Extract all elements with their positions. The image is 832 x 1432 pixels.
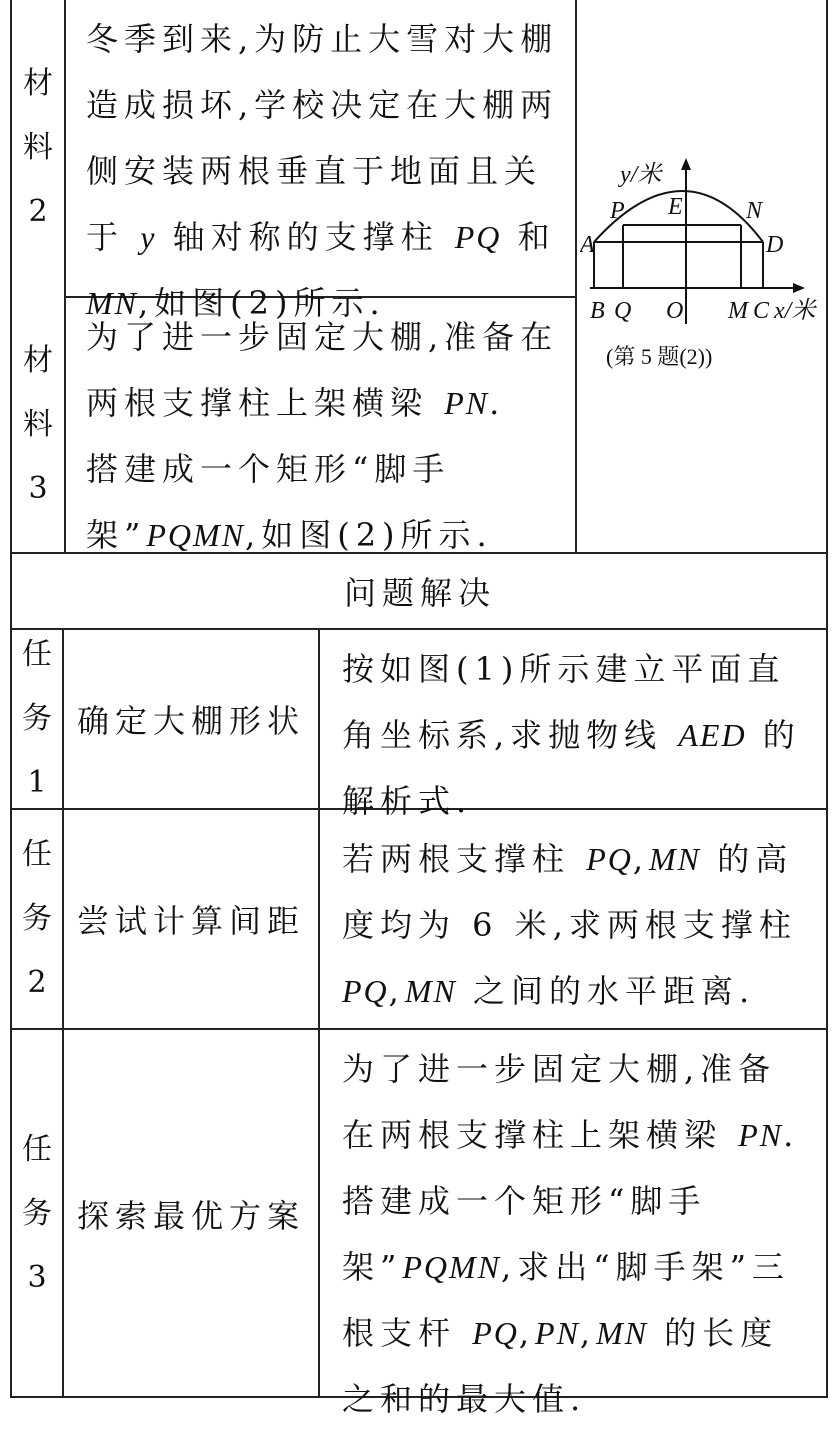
task-2-name: 尝试计算间距 xyxy=(76,902,305,940)
material-2-paragraph xyxy=(86,6,559,322)
math-symbol: PQ xyxy=(472,1315,519,1351)
text-run: 的长度之和的最大值. xyxy=(342,1314,779,1418)
math-symbol: PN xyxy=(738,1117,784,1153)
text-run: 为了进一步固定大棚,准备在两根支撑柱上架横梁 xyxy=(342,1050,777,1154)
task-3-text xyxy=(320,1030,828,1418)
text-run: 和 xyxy=(501,218,556,256)
math-symbol: y xyxy=(140,219,157,255)
y-arrow-icon xyxy=(681,158,691,170)
math-symbol: PQMN xyxy=(146,517,246,553)
problem-table xyxy=(10,0,828,1418)
label-char: 务 xyxy=(22,1196,52,1231)
point-c-label: C xyxy=(753,298,770,324)
label-char: 料 xyxy=(23,130,53,165)
math-symbol: PQ xyxy=(342,973,389,1009)
math-symbol: PQMN xyxy=(402,1249,502,1285)
text-run: . 搭建成一个矩形“脚手架” xyxy=(86,384,506,554)
task-2-text xyxy=(320,810,828,1028)
task-2-label xyxy=(12,810,62,1028)
text-run: 若两根支撑柱 xyxy=(342,840,587,878)
math-symbol: PN xyxy=(444,385,490,421)
task-3-label xyxy=(12,1030,62,1398)
text-run: ,求出“脚手架”三根支杆 xyxy=(342,1248,790,1352)
text-run: 为了进一步固定大棚,准备在两根支撑柱上架横梁 xyxy=(86,318,559,422)
point-p-label: P xyxy=(610,198,625,224)
point-m-label: M xyxy=(728,298,748,324)
y-axis-label: y/米 xyxy=(620,162,662,188)
math-symbol: MN xyxy=(404,973,457,1009)
task-2-paragraph xyxy=(342,826,812,1028)
figure-cell xyxy=(577,0,828,552)
point-b-label: B xyxy=(590,298,605,324)
section-header: 问题解决 xyxy=(343,574,496,612)
material-2-text xyxy=(66,0,575,322)
point-e-label: E xyxy=(668,194,683,220)
origin-label: O xyxy=(666,298,684,324)
label-char: 1 xyxy=(27,765,47,800)
math-symbol: MN xyxy=(649,841,702,877)
label-char: 2 xyxy=(27,965,47,1000)
task-1-name: 确定大棚形状 xyxy=(76,702,305,740)
text-run: 按如图(1)所示建立平面直角坐标系,求抛物线 xyxy=(342,650,786,754)
math-symbol: PQ xyxy=(586,841,633,877)
figure-caption: (第 5 题(2)) xyxy=(606,344,713,369)
text-run: 的高度均为 6 米,求两根支撑柱 xyxy=(342,840,797,944)
greenhouse-diagram xyxy=(580,146,825,406)
x-axis-label: x/米 xyxy=(774,298,816,324)
label-char: 任 xyxy=(22,637,52,672)
task-1-paragraph xyxy=(342,636,812,820)
text-run: ,如图(2)所示. xyxy=(245,516,493,554)
material-2-label xyxy=(12,0,64,296)
x-arrow-icon xyxy=(793,283,805,293)
point-q-label: Q xyxy=(614,298,632,324)
label-char: 3 xyxy=(27,1260,47,1295)
text-run: , xyxy=(518,1314,536,1352)
task-1-label xyxy=(12,630,62,808)
material-3-paragraph xyxy=(86,304,559,552)
text-run: 的解析式. xyxy=(342,716,801,820)
label-char: 务 xyxy=(22,901,52,936)
text-run: 之间的水平距离. xyxy=(456,972,756,1010)
text-run: . 搭建成一个矩形“脚手架” xyxy=(342,1116,800,1286)
text-run: , xyxy=(632,840,650,878)
label-char: 材 xyxy=(23,343,53,378)
text-run: , xyxy=(579,1314,597,1352)
text-run: 轴对称的支撑柱 xyxy=(156,218,455,256)
point-n-label: N xyxy=(746,198,763,224)
label-char: 任 xyxy=(22,837,52,872)
task-3-paragraph xyxy=(342,1036,812,1418)
label-char: 任 xyxy=(22,1132,52,1167)
task-1-text xyxy=(320,630,828,820)
label-char: 2 xyxy=(28,194,48,229)
text-run: ,如图(2)所示. xyxy=(138,284,386,322)
math-symbol: MN xyxy=(596,1315,649,1351)
material-3-label xyxy=(12,298,64,552)
math-symbol: PQ xyxy=(454,219,502,255)
text-run: , xyxy=(388,972,405,1010)
label-char: 3 xyxy=(28,471,48,506)
point-a-label: A xyxy=(580,232,595,258)
task-3-name: 探索最优方案 xyxy=(76,1197,305,1235)
material-3-text xyxy=(66,298,575,552)
text-run: 冬季到来,为防止大雪对大棚造成损坏,学校决定在大棚两侧安装两根垂直于地面且关于 xyxy=(86,20,559,256)
math-symbol: AED xyxy=(678,717,747,753)
point-d-label: D xyxy=(766,232,784,258)
label-char: 材 xyxy=(23,66,53,101)
label-char: 料 xyxy=(23,407,53,442)
math-symbol: MN xyxy=(86,285,138,321)
math-symbol: PN xyxy=(535,1315,580,1351)
label-char: 务 xyxy=(22,701,52,736)
